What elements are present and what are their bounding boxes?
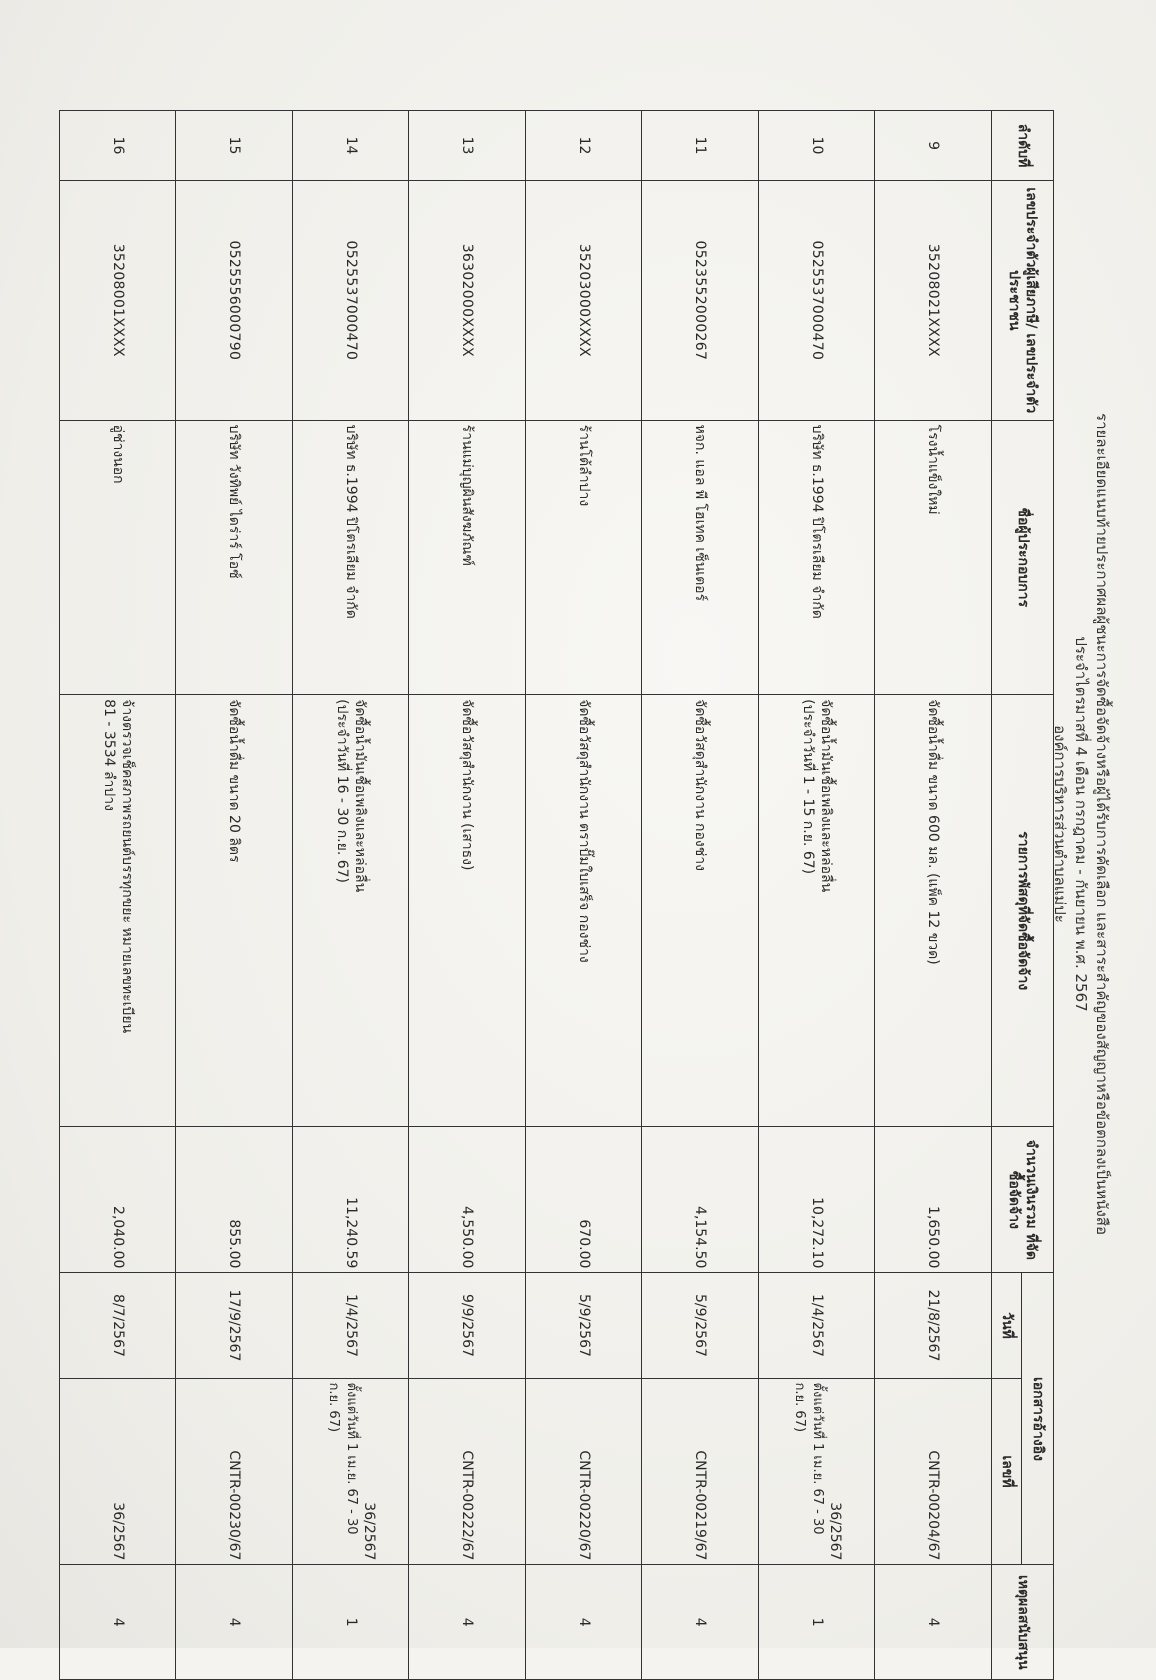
table-row <box>526 111 643 1680</box>
cell-no: 14 <box>293 111 410 181</box>
cell-reason: 1 <box>293 1565 410 1680</box>
cell-vendor: บริษัท ธ.1994 ปิโตรเลียม จำกัด <box>293 420 410 695</box>
cell-taxid: 0523552000267 <box>642 181 759 420</box>
doc-no-value: CNTR-00219/67 <box>692 1450 709 1561</box>
cell-date: 21/8/2567 <box>875 1273 992 1378</box>
cell-reason: 1 <box>759 1565 876 1680</box>
doc-no-value: 36/2567 <box>826 1502 843 1561</box>
cell-doc-no <box>176 1378 293 1565</box>
header-no: ลำดับที่ <box>992 111 1054 181</box>
item-line1: จัดซื้อน้ำมันเชื้อเพลิงและหล่อลื่น <box>817 699 834 893</box>
cell-vendor: อู่ช่างนอก <box>60 420 177 695</box>
item-line1: จัดซื้อน้ำมันเชื้อเพลิงและหล่อลื่น <box>351 699 368 893</box>
cell-doc-no <box>293 1378 410 1565</box>
cell-reason: 4 <box>176 1565 293 1680</box>
item-line2: 81 - 3534 ลำปาง <box>100 699 117 811</box>
cell-amount: 11,240.59 <box>293 1127 410 1273</box>
cell-taxid: 0525537000470 <box>293 181 410 420</box>
cell-item <box>642 695 759 1127</box>
doc-no-value: CNTR-00230/67 <box>226 1450 243 1561</box>
table-row <box>293 111 410 1680</box>
cell-reason: 4 <box>642 1565 759 1680</box>
doc-no-value: CNTR-00204/67 <box>925 1450 942 1561</box>
cell-date: 1/4/2567 <box>759 1273 876 1378</box>
cell-vendor: ร้านโต้ลำปาง <box>526 420 643 695</box>
header-doc-no: เลขที่ <box>992 1378 1022 1565</box>
cell-doc-no <box>409 1378 526 1565</box>
cell-amount: 2,040.00 <box>60 1127 177 1273</box>
table-row <box>409 111 526 1680</box>
doc-no-note: ตั้งแต่วันที่ 1 เม.ย. 67 - 30 ก.ย. 67) <box>791 1382 825 1535</box>
cell-date: 5/9/2567 <box>526 1273 643 1378</box>
doc-no-value: CNTR-00220/67 <box>575 1450 592 1561</box>
document-organization: องค์การบริหารส่วนตำบลแม่ปะ <box>1051 725 1069 923</box>
cell-doc-no <box>875 1378 992 1565</box>
document-title: รายละเอียดแนบท้ายประกาศผลผู้ชนะการจัดซื้อจัดจ้างหรือผู้ได้รับการคัดเลือก และสาระสำคัญของสัญญาหรือข้อตกลงเป็นหนังสือ <box>1093 413 1111 1235</box>
document-quarter: ประจำไตรมาสที่ 4 เดือน กรกฎาคม - กันยายน พ.ศ. 2567 <box>1072 636 1090 1012</box>
item-line1: จัดซื้อวัสดุสำนักงาน (เสาธง) <box>459 699 476 871</box>
cell-no: 11 <box>642 111 759 181</box>
item-line2: (ประจำวันที่ 1 - 15 ก.ย. 67) <box>799 699 816 875</box>
cell-no: 13 <box>409 111 526 181</box>
cell-taxid: 35203000XXXX <box>526 181 643 420</box>
table-row <box>759 111 876 1680</box>
cell-no: 15 <box>176 111 293 181</box>
cell-vendor: ร้านแม่บุญผินสังฆภัณฑ์ <box>409 420 526 695</box>
cell-no: 12 <box>526 111 643 181</box>
table-row <box>642 111 759 1680</box>
cell-amount: 670.00 <box>526 1127 643 1273</box>
cell-vendor: หจก. แอล พี โฮเทค เซ็นเตอร์ <box>642 420 759 695</box>
table-row <box>60 111 177 1680</box>
table-row <box>875 111 992 1680</box>
header-amount: จำนวนเงินรวม ที่จัดซื้อจัดจ้าง <box>992 1127 1054 1273</box>
item-line2: (ประจำวันที่ 16 - 30 ก.ย. 67) <box>333 699 350 884</box>
cell-reason: 4 <box>526 1565 643 1680</box>
table-row <box>176 111 293 1680</box>
item-line1: จัดซื้อน้ำดื่ม ขนาด 20 ลิตร <box>226 699 243 863</box>
item-line1: จัดซื้อน้ำดื่ม ขนาด 600 มล. (แพ็ค 12 ขวด) <box>925 699 942 965</box>
doc-no-value: 36/2567 <box>109 1502 126 1561</box>
cell-amount: 1,650.00 <box>875 1127 992 1273</box>
cell-reason: 4 <box>409 1565 526 1680</box>
item-line1: จัดซื้อวัสดุสำนักงาน ตราปั๊มใบเสร็จ กองช่าง <box>575 699 592 963</box>
cell-amount: 4,550.00 <box>409 1127 526 1273</box>
cell-item <box>409 695 526 1127</box>
cell-no: 10 <box>759 111 876 181</box>
cell-date: 17/9/2567 <box>176 1273 293 1378</box>
item-line1: จัดซื้อวัสดุสำนักงาน กองช่าง <box>692 699 709 871</box>
cell-doc-no <box>759 1378 876 1565</box>
cell-vendor: บริษัท วังทิพย์ ไดร่าร์ โอซ์ <box>176 420 293 695</box>
cell-vendor: บริษัท ธ.1994 ปิโตรเลียม จำกัด <box>759 420 876 695</box>
cell-no: 9 <box>875 111 992 181</box>
cell-no: 16 <box>60 111 177 181</box>
header-taxid: เลขประจำตัวผู้เสียภาษี/ เลขประจำตัวประชาชน <box>992 181 1054 420</box>
cell-taxid: 35208001XXXX <box>60 181 177 420</box>
cell-date: 9/9/2567 <box>409 1273 526 1378</box>
cell-taxid: 35208021XXXX <box>875 181 992 420</box>
cell-item <box>759 695 876 1127</box>
cell-taxid: 36302000XXXX <box>409 181 526 420</box>
item-line1: จ้างตรวจเช็คสภาพรถยนต์บรรทุกขยะ หมายเลขทะเบียน <box>118 699 135 1034</box>
cell-reason: 4 <box>875 1565 992 1680</box>
cell-doc-no <box>60 1378 177 1565</box>
cell-reason: 4 <box>60 1565 177 1680</box>
cell-amount: 855.00 <box>176 1127 293 1273</box>
header-date: วันที่ <box>992 1273 1022 1378</box>
cell-taxid: 0525537000470 <box>759 181 876 420</box>
cell-item <box>60 695 177 1127</box>
cell-date: 1/4/2567 <box>293 1273 410 1378</box>
header-ref-doc: เอกสารอ้างอิง <box>1022 1273 1054 1565</box>
doc-no-note: ตั้งแต่วันที่ 1 เม.ย. 67 - 30 ก.ย. 67) <box>325 1382 359 1535</box>
cell-taxid: 0525556000790 <box>176 181 293 420</box>
doc-no-value: 36/2567 <box>360 1502 377 1561</box>
cell-amount: 4,154.50 <box>642 1127 759 1273</box>
cell-item <box>875 695 992 1127</box>
cell-vendor: โรงน้ำแข็งใหม่ <box>875 420 992 695</box>
doc-no-value: CNTR-00222/67 <box>459 1450 476 1561</box>
procurement-table <box>59 110 1054 1680</box>
cell-item <box>293 695 410 1127</box>
cell-item <box>176 695 293 1127</box>
header-reason: เหตุผลสนับสนุน <box>992 1565 1054 1680</box>
cell-date: 8/7/2567 <box>60 1273 177 1378</box>
header-vendor: ชื่อผู้ประกอบการ <box>992 420 1054 695</box>
cell-item <box>526 695 643 1127</box>
cell-amount: 10,272.10 <box>759 1127 876 1273</box>
cell-doc-no <box>642 1378 759 1565</box>
header-item: รายการพัสดุที่จัดซื้อจัดจ้าง <box>992 695 1054 1127</box>
cell-doc-no <box>526 1378 643 1565</box>
cell-date: 5/9/2567 <box>642 1273 759 1378</box>
